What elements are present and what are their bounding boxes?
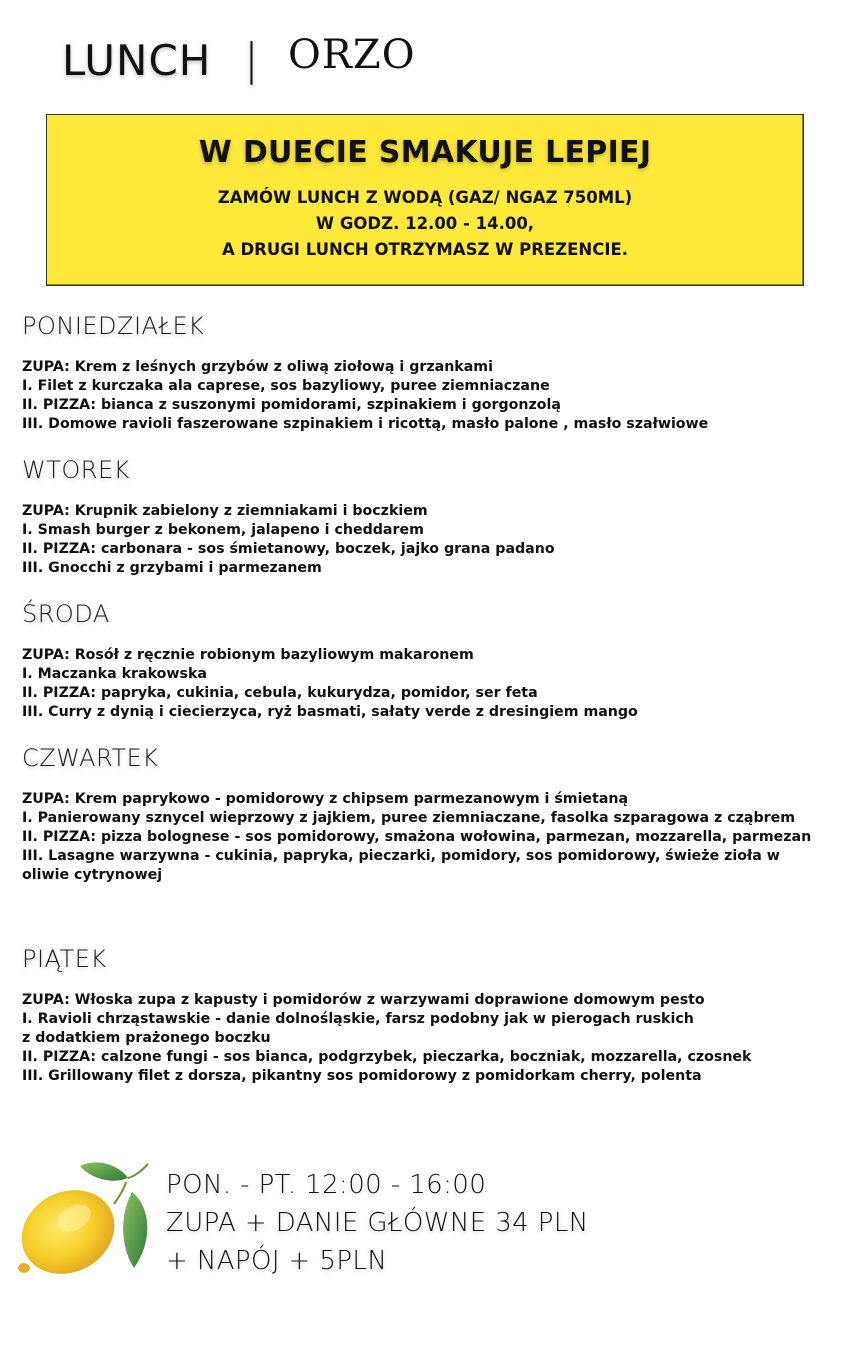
drink-price-line: + NAPÓJ + 5PLN	[166, 1246, 388, 1276]
promo-line: A DRUGI LUNCH OTRZYMASZ W PREZENCIE.	[221, 240, 629, 259]
menu-item-pizza: II. PIZZA: papryka, cukinia, cebula, kukurydza, pomidor, ser feta	[22, 685, 538, 701]
day-heading: CZWARTEK	[22, 744, 159, 772]
menu-list	[22, 991, 822, 1086]
day-heading: ŚRODA	[22, 600, 110, 628]
menu-item-main-1-cont: z dodatkiem prażonego boczku	[22, 1030, 271, 1046]
menu-list	[22, 358, 822, 434]
brand-logo: ORZO	[288, 32, 416, 78]
menu-item-main-1: I. Filet z kurczaka ala caprese, sos bazyliowy, puree ziemniaczane	[22, 378, 550, 394]
day-heading: WTOREK	[22, 456, 130, 484]
menu-item-soup: ZUPA: Rosół z ręcznie robionym bazyliowym makaronem	[22, 647, 474, 663]
menu-item-soup: ZUPA: Krem paprykowo - pomidorowy z chipsem parmezanowym i śmietaną	[22, 791, 629, 807]
menu-list	[22, 790, 812, 885]
menu-item-soup: ZUPA: Włoska zupa z kapusty i pomidorów z warzywami doprawione domowym pesto	[22, 992, 705, 1008]
menu-item-pizza: II. PIZZA: calzone fungi - sos bianca, podgrzybek, pieczarka, boczniak, mozzarella, czosnek	[22, 1049, 752, 1065]
day-monday	[22, 312, 822, 434]
promo-line: W GODZ. 12.00 - 14.00,	[315, 214, 535, 233]
day-heading: PIĄTEK	[22, 945, 107, 973]
promo-headline: W DUECIE SMAKUJE LEPIEJ	[198, 135, 652, 170]
title-lunch: LUNCH	[62, 36, 212, 85]
day-friday	[22, 945, 822, 1086]
lemon-icon	[18, 1160, 154, 1284]
menu-list	[22, 646, 822, 722]
pricing-footer	[18, 1160, 718, 1290]
price-line: ZUPA + DANIE GŁÓWNE 34 PLN	[166, 1208, 589, 1238]
menu-item-main-3: III. Domowe ravioli faszerowane szpinakiem i ricottą, masło palone , masło szałwiowe	[22, 416, 709, 432]
menu-item-main-1: I. Ravioli chrząstawskie - danie dolnośląskie, farsz podobny jak w pierogach ruskich	[22, 1011, 694, 1027]
menu-item-main-1: I. Panierowany sznycel wieprzowy z jajkiem, puree ziemniaczane, fasolka szparagowa z cząbrem	[22, 810, 796, 826]
menu-item-pizza: II. PIZZA: carbonara - sos śmietanowy, boczek, jajko grana padano	[22, 541, 555, 557]
menu-item-main-3: III. Curry z dynią i ciecierzyca, ryż basmati, sałaty verde z dresingiem mango	[22, 704, 638, 720]
menu-item-main-1: I. Maczanka krakowska	[22, 666, 207, 682]
menu-list	[22, 502, 822, 578]
pricing-text	[166, 1166, 589, 1280]
title-separator: |	[244, 34, 259, 85]
promo-banner	[46, 114, 804, 286]
day-tuesday	[22, 456, 822, 578]
promo-text	[47, 185, 803, 263]
day-heading: PONIEDZIAŁEK	[22, 312, 205, 340]
menu-item-soup: ZUPA: Krem z leśnych grzybów z oliwą ziołową i grzankami	[22, 359, 493, 375]
menu-item-main-3: III. Grillowany filet z dorsza, pikantny sos pomidorowy z pomidorkam cherry, polenta	[22, 1068, 702, 1084]
menu-item-main-3: III. Lasagne warzywna - cukinia, papryka, pieczarki, pomidory, sos pomidorowy, świeże zioła w oliwie cytrynowej	[22, 848, 780, 883]
menu-item-main-3: III. Gnocchi z grzybami i parmezanem	[22, 560, 322, 576]
hours-line: PON. - PT. 12:00 - 16:00	[166, 1170, 487, 1200]
promo-line: ZAMÓW LUNCH Z WODĄ (GAZ/ NGAZ 750ML)	[217, 188, 633, 207]
day-thursday	[22, 744, 812, 885]
day-wednesday	[22, 600, 822, 722]
menu-item-pizza: II. PIZZA: pizza bolognese - sos pomidorowy, smażona wołowina, parmezan, mozzarella, parmezan	[22, 829, 812, 845]
menu-item-main-1: I. Smash burger z bekonem, jalapeno i cheddarem	[22, 522, 424, 538]
menu-item-soup: ZUPA: Krupnik zabielony z ziemniakami i boczkiem	[22, 503, 428, 519]
menu-item-pizza: II. PIZZA: bianca z suszonymi pomidorami, szpinakiem i gorgonzolą	[22, 397, 561, 413]
